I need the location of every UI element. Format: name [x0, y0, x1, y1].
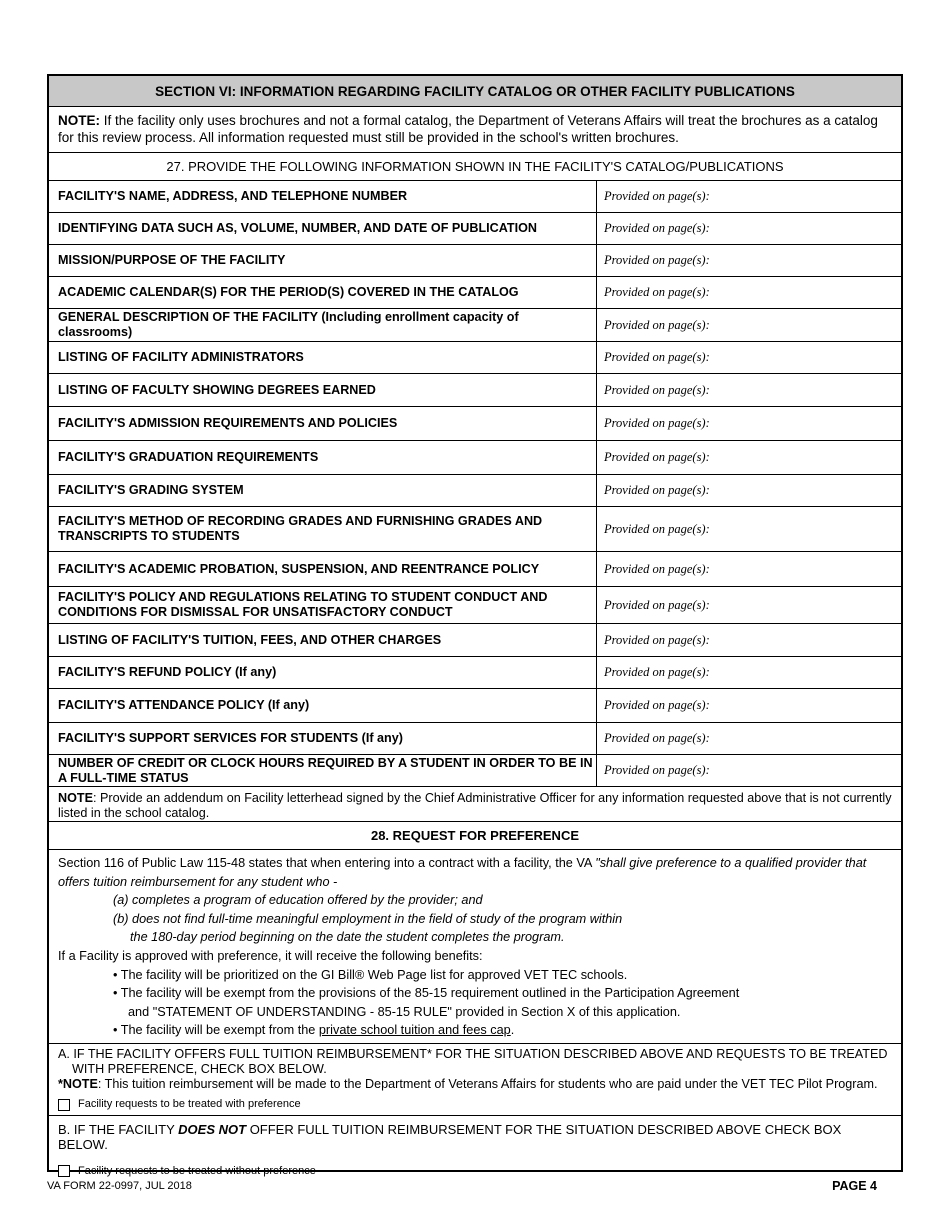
without-preference-checkbox-row — [58, 1165, 892, 1177]
item-label: FACILITY'S SUPPORT SERVICES FOR STUDENTS (If any) — [49, 723, 597, 754]
item-label: FACILITY'S REFUND POLICY (If any) — [49, 657, 597, 688]
item-label: FACILITY'S POLICY AND REGULATIONS RELATING TO STUDENT CONDUCT AND CONDITIONS FOR DISMISSAL FOR UNSATISFACTORY CONDUCT — [49, 587, 597, 623]
preference-description — [49, 850, 901, 1044]
item-label: GENERAL DESCRIPTION OF THE FACILITY (Including enrollment capacity of classrooms) — [49, 309, 597, 341]
page-field[interactable]: Provided on page(s): — [604, 253, 710, 267]
item-label: FACILITY'S METHOD OF RECORDING GRADES AND FURNISHING GRADES AND TRANSCRIPTS TO STUDENTS — [49, 507, 597, 551]
page-field[interactable]: Provided on page(s): — [604, 632, 710, 647]
page-field[interactable]: Provided on page(s): — [604, 350, 710, 364]
page-field[interactable]: Provided on page(s): — [604, 763, 710, 777]
section-title: SECTION VI: INFORMATION REGARDING FACILITY CATALOG OR OTHER FACILITY PUBLICATIONS — [49, 76, 901, 107]
benefit-3-text: • The facility will be exempt from the — [113, 1023, 319, 1038]
item-label: LISTING OF FACILITY ADMINISTRATORS — [49, 342, 597, 373]
option-b-post: OFFER FULL TUITION REIMBURSEMENT FOR THE SITUATION DESCRIBED ABOVE CHECK BOX BELOW. — [58, 1122, 842, 1152]
with-preference-checkbox-row — [58, 1097, 892, 1112]
catalog-item-row — [49, 507, 901, 552]
catalog-item-row — [49, 245, 901, 277]
page-field[interactable]: Provided on page(s): — [604, 561, 710, 576]
option-a-note-text: : This tuition reimbursement will be made to the Department of Veterans Affairs for students who are paid under the VET TEC Pilot Program. — [97, 1077, 878, 1091]
catalog-item-row — [49, 552, 901, 587]
with-preference-checkbox[interactable] — [58, 1099, 70, 1111]
note-text: If the facility only uses brochures and not a formal catalog, the Department of Veterans Affairs will treat the brochures as a catalog for this review process. All information requested must still be provided in the school's written brochures. — [58, 113, 878, 145]
note-label: NOTE: — [58, 113, 100, 128]
benefit-2-line1: • The facility will be exempt from the provisions of the 85-15 requirement outlined in the Participation Agreement — [113, 986, 740, 1001]
catalog-item-row — [49, 624, 901, 657]
page-field[interactable]: Provided on page(s): — [604, 698, 710, 712]
benefit-1: • The facility will be prioritized on the GI Bill® Web Page list for approved VET TEC schools. — [113, 967, 628, 982]
form-identifier: VA FORM 22-0997, JUL 2018 — [47, 1180, 192, 1192]
catalog-item-row — [49, 213, 901, 245]
item-label: LISTING OF FACILITY'S TUITION, FEES, AND OTHER CHARGES — [49, 624, 597, 656]
item-label: MISSION/PURPOSE OF THE FACILITY — [49, 245, 597, 276]
option-a-note-label: *NOTE — [58, 1077, 98, 1091]
note2-label: NOTE — [58, 791, 93, 805]
catalog-item-row — [49, 587, 901, 624]
intro-italic: "shall give preference to a qualified provider that offers tuition reimbursement for any student who - — [58, 856, 867, 889]
catalog-item-row — [49, 755, 901, 787]
option-a — [49, 1044, 901, 1116]
form-page — [47, 74, 903, 1177]
page-field[interactable]: Provided on page(s): — [604, 450, 710, 464]
item-label: IDENTIFYING DATA SUCH AS, VOLUME, NUMBER, AND DATE OF PUBLICATION — [49, 213, 597, 244]
page-field[interactable]: Provided on page(s): — [604, 731, 710, 745]
item-label: FACILITY'S ATTENDANCE POLICY (If any) — [49, 689, 597, 722]
catalog-item-row — [49, 374, 901, 407]
option-a-line2: WITH PREFERENCE, CHECK BOX BELOW. — [72, 1062, 327, 1076]
without-preference-label: Facility requests to be treated without preference — [78, 1165, 316, 1177]
benefit-3 — [58, 1021, 892, 1040]
item-label: FACILITY'S NAME, ADDRESS, AND TELEPHONE NUMBER — [49, 181, 597, 212]
item-label: FACILITY'S ADMISSION REQUIREMENTS AND POLICIES — [49, 407, 597, 440]
page-field[interactable]: Provided on page(s): — [604, 285, 710, 299]
tuition-cap-link[interactable]: private school tuition and fees cap — [318, 1023, 511, 1038]
item-label: FACILITY'S ACADEMIC PROBATION, SUSPENSION, AND REENTRANCE POLICY — [49, 552, 597, 586]
page-field[interactable]: Provided on page(s): — [604, 416, 710, 430]
page-field[interactable]: Provided on page(s): — [604, 521, 710, 536]
question-27-heading: 27. PROVIDE THE FOLLOWING INFORMATION SHOWN IN THE FACILITY'S CATALOG/PUBLICATIONS — [49, 153, 901, 181]
benefit-3-end: . — [510, 1023, 515, 1038]
page-field[interactable]: Provided on page(s): — [604, 317, 710, 332]
catalog-item-row — [49, 309, 901, 342]
catalog-item-row — [49, 475, 901, 507]
page-number: PAGE 4 — [832, 1179, 877, 1193]
page-field[interactable]: Provided on page(s): — [604, 221, 710, 235]
intro-plain: Section 116 of Public Law 115-48 states that when entering into a contract with a facility, the VA — [58, 856, 596, 870]
note2-text: : Provide an addendum on Facility letterhead signed by the Chief Administrative Officer for any information requested above that is not currently listed in the school catalog. — [58, 791, 892, 820]
catalog-item-row — [49, 277, 901, 309]
catalog-item-row — [49, 657, 901, 689]
catalog-item-row — [49, 689, 901, 723]
item-label: FACILITY'S GRADING SYSTEM — [49, 475, 597, 506]
preference-intro — [58, 854, 892, 891]
item-label: LISTING OF FACULTY SHOWING DEGREES EARNED — [49, 374, 597, 406]
addendum-note — [49, 787, 901, 822]
without-preference-checkbox[interactable] — [58, 1165, 70, 1177]
option-b-emph: DOES NOT — [178, 1122, 247, 1137]
benefits-intro: If a Facility is approved with preference, it will receive the following benefits: — [58, 948, 483, 963]
item-label: ACADEMIC CALENDAR(S) FOR THE PERIOD(S) COVERED IN THE CATALOG — [49, 277, 597, 308]
catalog-item-row — [49, 441, 901, 475]
condition-b-line1: (b) does not find full-time meaningful employment in the field of study of the program within — [113, 911, 623, 926]
preference-heading: 28. REQUEST FOR PREFERENCE — [49, 822, 901, 850]
option-b — [49, 1116, 901, 1177]
condition-a: (a) completes a program of education offered by the provider; and — [113, 893, 483, 908]
page-field[interactable]: Provided on page(s): — [604, 597, 710, 612]
page-field[interactable]: Provided on page(s): — [604, 665, 710, 679]
section-note — [49, 107, 901, 153]
catalog-item-row — [49, 723, 901, 755]
page-field[interactable]: Provided on page(s): — [604, 382, 710, 397]
option-a-line1: A. IF THE FACILITY OFFERS FULL TUITION REIMBURSEMENT* FOR THE SITUATION DESCRIBED ABOVE AND REQUESTS TO BE TREATED — [58, 1047, 888, 1061]
item-label: NUMBER OF CREDIT OR CLOCK HOURS REQUIRED BY A STUDENT IN ORDER TO BE IN A FULL-TIME STATUS — [49, 755, 597, 786]
page-field[interactable]: Provided on page(s): — [604, 483, 710, 497]
with-preference-label: Facility requests to be treated with preference — [78, 1098, 301, 1110]
benefit-2-line2: and "STATEMENT OF UNDERSTANDING - 85-15 RULE" provided in Section X of this application. — [128, 1004, 681, 1019]
catalog-item-row — [49, 342, 901, 374]
option-b-pre: B. IF THE FACILITY — [58, 1122, 179, 1137]
catalog-item-row — [49, 181, 901, 213]
option-a-note — [58, 1077, 892, 1092]
option-b-text — [58, 1122, 892, 1152]
catalog-item-row — [49, 407, 901, 441]
condition-b-line2: the 180-day period beginning on the date the student completes the program. — [130, 930, 565, 945]
page-field[interactable]: Provided on page(s): — [604, 189, 710, 203]
item-label: FACILITY'S GRADUATION REQUIREMENTS — [49, 441, 597, 474]
